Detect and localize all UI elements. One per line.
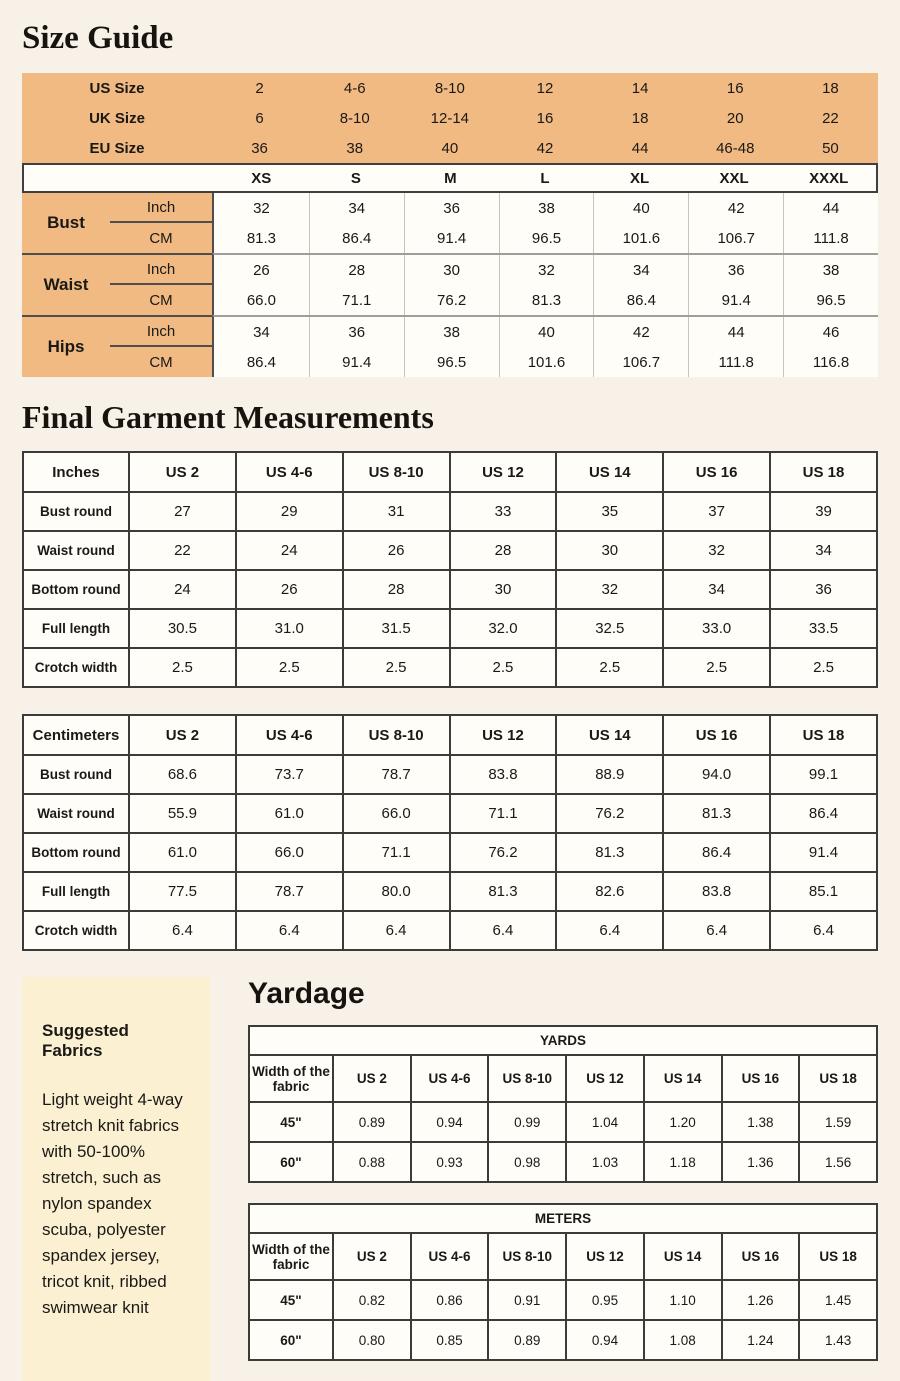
column-header: US 12 — [566, 1233, 644, 1280]
fabrics-heading: Suggested Fabrics — [42, 1021, 129, 1060]
value-cell: 2.5 — [556, 648, 663, 687]
size-system-label: US Size — [89, 79, 145, 97]
value-cell: 61.0 — [236, 794, 343, 833]
unit-cm-label: CM — [149, 291, 173, 309]
value-cell: 80.0 — [343, 872, 450, 911]
value-cell: 26 — [343, 531, 450, 570]
value-cell: 37 — [663, 492, 770, 531]
yardage-value-cell: 0.94 — [566, 1320, 644, 1360]
size-system-label: UK Size — [89, 109, 145, 127]
value-cell: 71.1 — [450, 794, 557, 833]
size-value-cell: 12-14 — [430, 109, 470, 127]
table-row — [23, 911, 877, 950]
value-cell: 6.4 — [556, 911, 663, 950]
row-label: Full length — [23, 609, 129, 648]
value-cell: 2.5 — [770, 648, 877, 687]
measurement-value-cell: 32 — [499, 255, 594, 285]
unit-labels — [110, 193, 212, 253]
measurement-value-cell: 30 — [404, 255, 499, 285]
value-cell: 2.5 — [343, 648, 450, 687]
value-cell: 77.5 — [129, 872, 236, 911]
measurement-value-cell: 86.4 — [593, 285, 688, 315]
yardage-value-cell: 1.20 — [644, 1102, 722, 1142]
size-value-cell: 50 — [822, 139, 839, 157]
measurement-value-cell: 116.8 — [783, 347, 878, 377]
table-header-row — [23, 715, 877, 755]
column-header: US 16 — [722, 1055, 800, 1102]
row-label: Full length — [23, 872, 129, 911]
value-cell: 99.1 — [770, 755, 877, 794]
measurement-value-cell: 86.4 — [309, 223, 404, 253]
garment-table-centimeters — [22, 714, 878, 951]
column-header: US 8-10 — [488, 1055, 566, 1102]
row-label: Crotch width — [23, 911, 129, 950]
value-cell: 88.9 — [556, 755, 663, 794]
size-value-cell: 18 — [822, 79, 839, 97]
value-cell: 34 — [770, 531, 877, 570]
value-cell: 78.7 — [343, 755, 450, 794]
value-cell: 30.5 — [129, 609, 236, 648]
column-header: US 4-6 — [411, 1055, 489, 1102]
letter-size-cell: XXL — [719, 169, 749, 187]
measurement-value-cell: 38 — [404, 317, 499, 347]
measurement-value-cell: 32 — [253, 199, 270, 217]
table-row — [23, 609, 877, 648]
yardage-value-cell: 1.03 — [566, 1142, 644, 1182]
value-cell: 35 — [556, 492, 663, 531]
yardage-value-cell: 0.89 — [488, 1320, 566, 1360]
table-row — [249, 1280, 877, 1320]
size-value-cell: 6 — [255, 109, 264, 127]
fabric-width-label: 60" — [249, 1320, 333, 1360]
measurement-value-cell: 106.7 — [593, 347, 688, 377]
row-label: Waist round — [23, 531, 129, 570]
yardage-value-cell: 0.98 — [488, 1142, 566, 1182]
size-conversion-table — [22, 73, 878, 377]
value-cell: 86.4 — [663, 833, 770, 872]
row-label: Bottom round — [23, 570, 129, 609]
unit-labels — [110, 255, 212, 315]
fabrics-description: Light weight 4-way stretch knit fabrics with 50-100% stretch, such as nylon spandex scuba, polyester spandex jersey, tricot knit, ribbed swimwear knit — [42, 1090, 183, 1317]
body-part-label: Hips — [47, 337, 85, 356]
size-value-cell: 4-6 — [343, 79, 366, 97]
value-cell: 30 — [450, 570, 557, 609]
unit-inch-label: Inch — [110, 193, 212, 223]
letter-size-cell: XL — [629, 169, 650, 187]
group-data — [212, 193, 878, 253]
table-row — [249, 1102, 877, 1142]
value-cell: 30 — [556, 531, 663, 570]
column-header: US 14 — [644, 1055, 722, 1102]
yardage-table-meters — [248, 1203, 878, 1361]
yardage-value-cell: 0.82 — [333, 1280, 411, 1320]
body-part-label: Waist — [43, 275, 89, 294]
column-header: US 14 — [556, 715, 663, 755]
value-cell: 39 — [770, 492, 877, 531]
unit-labels — [110, 317, 212, 377]
row-label: Bust round — [23, 755, 129, 794]
table-title-row — [249, 1026, 877, 1055]
column-header: US 18 — [799, 1233, 877, 1280]
table-row — [23, 872, 877, 911]
value-cell: 2.5 — [663, 648, 770, 687]
garment-measurements-title: Final Garment Measurements — [22, 399, 434, 435]
column-header: US 2 — [129, 715, 236, 755]
value-cell: 33.0 — [663, 609, 770, 648]
value-cell: 81.3 — [663, 794, 770, 833]
value-cell: 36 — [770, 570, 877, 609]
yardage-value-cell: 1.24 — [722, 1320, 800, 1360]
size-value-cell: 36 — [251, 139, 268, 157]
table-row — [23, 648, 877, 687]
size-value-cell: 42 — [536, 139, 554, 157]
value-cell: 2.5 — [450, 648, 557, 687]
unit-inch-label: Inch — [110, 317, 212, 347]
row-label: Waist round — [23, 794, 129, 833]
unit-inch-label: Inch — [110, 255, 212, 285]
size-value-cell: 14 — [631, 79, 649, 97]
letter-size-cell: XS — [251, 169, 272, 187]
value-cell: 28 — [343, 570, 450, 609]
hips-measurement-group — [22, 315, 878, 377]
measurement-value-cell: 96.5 — [783, 285, 878, 315]
measurement-value-cell: 91.4 — [309, 347, 404, 377]
letter-size-row — [22, 163, 878, 193]
page-title: Size Guide — [22, 20, 174, 56]
column-header: US 2 — [333, 1233, 411, 1280]
group-data — [212, 315, 878, 377]
value-cell: 61.0 — [129, 833, 236, 872]
column-header: US 18 — [799, 1055, 877, 1102]
value-cell: 33.5 — [770, 609, 877, 648]
value-cell: 28 — [450, 531, 557, 570]
column-header: US 18 — [770, 452, 877, 492]
column-header: US 2 — [129, 452, 236, 492]
measurement-value-cell: 34 — [253, 323, 270, 341]
yardage-value-cell: 1.45 — [799, 1280, 877, 1320]
value-cell: 85.1 — [770, 872, 877, 911]
value-cell: 6.4 — [236, 911, 343, 950]
measurement-value-cell: 40 — [593, 193, 688, 223]
measurement-value-cell: 81.3 — [499, 285, 594, 315]
value-cell: 26 — [236, 570, 343, 609]
fabric-width-label: 45" — [249, 1102, 333, 1142]
yardage-value-cell: 0.86 — [411, 1280, 489, 1320]
value-cell: 81.3 — [450, 872, 557, 911]
value-cell: 78.7 — [236, 872, 343, 911]
measurement-value-cell: 66.0 — [246, 291, 277, 309]
yardage-value-cell: 0.80 — [333, 1320, 411, 1360]
group-label — [22, 315, 212, 377]
value-cell: 71.1 — [343, 833, 450, 872]
group-label — [22, 193, 212, 253]
yardage-value-cell: 0.91 — [488, 1280, 566, 1320]
value-cell: 76.2 — [556, 794, 663, 833]
row-label: Crotch width — [23, 648, 129, 687]
yardage-value-cell: 1.18 — [644, 1142, 722, 1182]
value-cell: 2.5 — [236, 648, 343, 687]
uk-size-row — [22, 103, 878, 133]
table-header-row — [249, 1233, 877, 1280]
unit-title: METERS — [249, 1204, 877, 1233]
value-cell: 24 — [129, 570, 236, 609]
suggested-fabrics-panel — [22, 977, 210, 1381]
size-value-cell: 16 — [536, 109, 554, 127]
measurement-value-cell: 71.1 — [309, 285, 404, 315]
yardage-value-cell: 0.89 — [333, 1102, 411, 1142]
corner-header: Width of the fabric — [249, 1055, 333, 1102]
size-value-cell: 20 — [726, 109, 744, 127]
yardage-value-cell: 1.56 — [799, 1142, 877, 1182]
value-cell: 82.6 — [556, 872, 663, 911]
value-cell: 34 — [663, 570, 770, 609]
row-label: Bottom round — [23, 833, 129, 872]
unit-header: Centimeters — [23, 715, 129, 755]
yardage-value-cell: 1.36 — [722, 1142, 800, 1182]
measurement-value-cell: 81.3 — [246, 229, 277, 247]
value-cell: 31 — [343, 492, 450, 531]
value-cell: 6.4 — [129, 911, 236, 950]
group-label — [22, 253, 212, 315]
column-header: US 14 — [556, 452, 663, 492]
value-cell: 2.5 — [129, 648, 236, 687]
measurement-value-cell: 44 — [688, 317, 783, 347]
size-value-cell: 40 — [441, 139, 459, 157]
size-value-cell: 22 — [822, 109, 839, 127]
size-value-cell: 18 — [631, 109, 649, 127]
size-system-label: EU Size — [89, 139, 145, 157]
unit-cm-label: CM — [149, 229, 173, 247]
column-header: US 16 — [663, 715, 770, 755]
size-value-cell: 2 — [255, 79, 264, 97]
yardage-value-cell: 1.43 — [799, 1320, 877, 1360]
value-cell: 66.0 — [236, 833, 343, 872]
measurement-value-cell: 42 — [688, 193, 783, 223]
group-data — [212, 253, 878, 315]
value-cell: 6.4 — [663, 911, 770, 950]
column-header: US 14 — [644, 1233, 722, 1280]
unit-title: YARDS — [249, 1026, 877, 1055]
letter-size-cell: L — [540, 169, 550, 187]
column-header: US 8-10 — [343, 452, 450, 492]
measurement-value-cell: 101.6 — [593, 223, 688, 253]
value-cell: 22 — [129, 531, 236, 570]
measurement-value-cell: 28 — [309, 255, 404, 285]
corner-header: Width of the fabric — [249, 1233, 333, 1280]
yardage-value-cell: 0.88 — [333, 1142, 411, 1182]
yardage-value-cell: 0.99 — [488, 1102, 566, 1142]
value-cell: 29 — [236, 492, 343, 531]
measurement-value-cell: 91.4 — [404, 223, 499, 253]
table-title-row — [249, 1204, 877, 1233]
measurement-value-cell: 101.6 — [499, 347, 594, 377]
measurement-value-cell: 36 — [309, 317, 404, 347]
waist-measurement-group — [22, 253, 878, 315]
value-cell: 32 — [556, 570, 663, 609]
value-cell: 6.4 — [770, 911, 877, 950]
measurement-value-cell: 46 — [783, 317, 878, 347]
value-cell: 66.0 — [343, 794, 450, 833]
value-cell: 32.5 — [556, 609, 663, 648]
value-cell: 94.0 — [663, 755, 770, 794]
yardage-value-cell: 0.85 — [411, 1320, 489, 1360]
yardage-value-cell: 0.94 — [411, 1102, 489, 1142]
column-header: US 2 — [333, 1055, 411, 1102]
measurement-value-cell: 76.2 — [404, 285, 499, 315]
measurement-value-cell: 111.8 — [688, 347, 783, 377]
size-value-cell: 46-48 — [716, 139, 755, 157]
fabric-width-label: 60" — [249, 1142, 333, 1182]
value-cell: 27 — [129, 492, 236, 531]
table-row — [249, 1320, 877, 1360]
table-row — [249, 1142, 877, 1182]
measurement-value-cell: 86.4 — [246, 353, 277, 371]
letter-size-cell: XXXL — [809, 169, 849, 187]
value-cell: 31.0 — [236, 609, 343, 648]
table-row — [23, 794, 877, 833]
value-cell: 32 — [663, 531, 770, 570]
table-row — [23, 833, 877, 872]
measurement-value-cell: 96.5 — [499, 223, 594, 253]
column-header: US 12 — [450, 452, 557, 492]
table-header-row — [23, 452, 877, 492]
size-value-cell: 16 — [726, 79, 744, 97]
measurement-value-cell: 36 — [688, 255, 783, 285]
measurement-value-cell: 26 — [253, 261, 270, 279]
table-row — [23, 755, 877, 794]
body-part-label: Bust — [47, 213, 85, 232]
column-header: US 12 — [450, 715, 557, 755]
column-header: US 16 — [722, 1233, 800, 1280]
measurement-value-cell: 42 — [593, 317, 688, 347]
table-header-row — [249, 1055, 877, 1102]
value-cell: 73.7 — [236, 755, 343, 794]
size-value-cell: 38 — [346, 139, 364, 157]
table-row — [23, 492, 877, 531]
size-value-cell: 44 — [631, 139, 649, 157]
measurement-value-cell: 40 — [499, 317, 594, 347]
column-header: US 18 — [770, 715, 877, 755]
measurement-value-cell: 36 — [404, 193, 499, 223]
table-row — [23, 570, 877, 609]
column-header: US 4-6 — [236, 715, 343, 755]
value-cell: 31.5 — [343, 609, 450, 648]
column-header: US 4-6 — [411, 1233, 489, 1280]
yardage-value-cell: 1.04 — [566, 1102, 644, 1142]
measurement-value-cell: 34 — [593, 255, 688, 285]
row-label: Bust round — [23, 492, 129, 531]
column-header: US 4-6 — [236, 452, 343, 492]
table-row — [23, 531, 877, 570]
measurement-value-cell: 38 — [783, 255, 878, 285]
letter-size-cell: S — [350, 169, 361, 187]
value-cell: 6.4 — [450, 911, 557, 950]
value-cell: 33 — [450, 492, 557, 531]
garment-table-inches — [22, 451, 878, 688]
us-size-row — [22, 73, 878, 103]
value-cell: 86.4 — [770, 794, 877, 833]
column-header: US 16 — [663, 452, 770, 492]
value-cell: 83.8 — [450, 755, 557, 794]
yardage-title: Yardage — [248, 977, 365, 1010]
value-cell: 55.9 — [129, 794, 236, 833]
column-header: US 8-10 — [343, 715, 450, 755]
yardage-table-yards — [248, 1025, 878, 1183]
yardage-section — [22, 977, 878, 1381]
value-cell: 32.0 — [450, 609, 557, 648]
measurement-value-cell: 96.5 — [404, 347, 499, 377]
measurement-value-cell: 91.4 — [688, 285, 783, 315]
yardage-value-cell: 1.59 — [799, 1102, 877, 1142]
letter-size-cell: M — [444, 169, 457, 187]
yardage-value-cell: 0.93 — [411, 1142, 489, 1182]
measurement-value-cell: 34 — [309, 193, 404, 223]
column-header: US 12 — [566, 1055, 644, 1102]
yardage-value-cell: 0.95 — [566, 1280, 644, 1320]
fabric-width-label: 45" — [249, 1280, 333, 1320]
value-cell: 68.6 — [129, 755, 236, 794]
yardage-main — [248, 977, 878, 1381]
bust-measurement-group — [22, 193, 878, 253]
value-cell: 76.2 — [450, 833, 557, 872]
unit-cm-label: CM — [149, 353, 173, 371]
measurement-value-cell: 44 — [783, 193, 878, 223]
eu-size-row — [22, 133, 878, 163]
size-value-cell: 8-10 — [339, 109, 370, 127]
size-value-cell: 8-10 — [434, 79, 465, 97]
unit-header: Inches — [23, 452, 129, 492]
value-cell: 24 — [236, 531, 343, 570]
column-header: US 8-10 — [488, 1233, 566, 1280]
value-cell: 83.8 — [663, 872, 770, 911]
measurement-value-cell: 106.7 — [688, 223, 783, 253]
value-cell: 81.3 — [556, 833, 663, 872]
yardage-value-cell: 1.26 — [722, 1280, 800, 1320]
measurement-value-cell: 111.8 — [783, 223, 878, 253]
value-cell: 91.4 — [770, 833, 877, 872]
yardage-value-cell: 1.08 — [644, 1320, 722, 1360]
yardage-value-cell: 1.38 — [722, 1102, 800, 1142]
size-value-cell: 12 — [536, 79, 554, 97]
value-cell: 6.4 — [343, 911, 450, 950]
measurement-value-cell: 38 — [499, 193, 594, 223]
yardage-value-cell: 1.10 — [644, 1280, 722, 1320]
